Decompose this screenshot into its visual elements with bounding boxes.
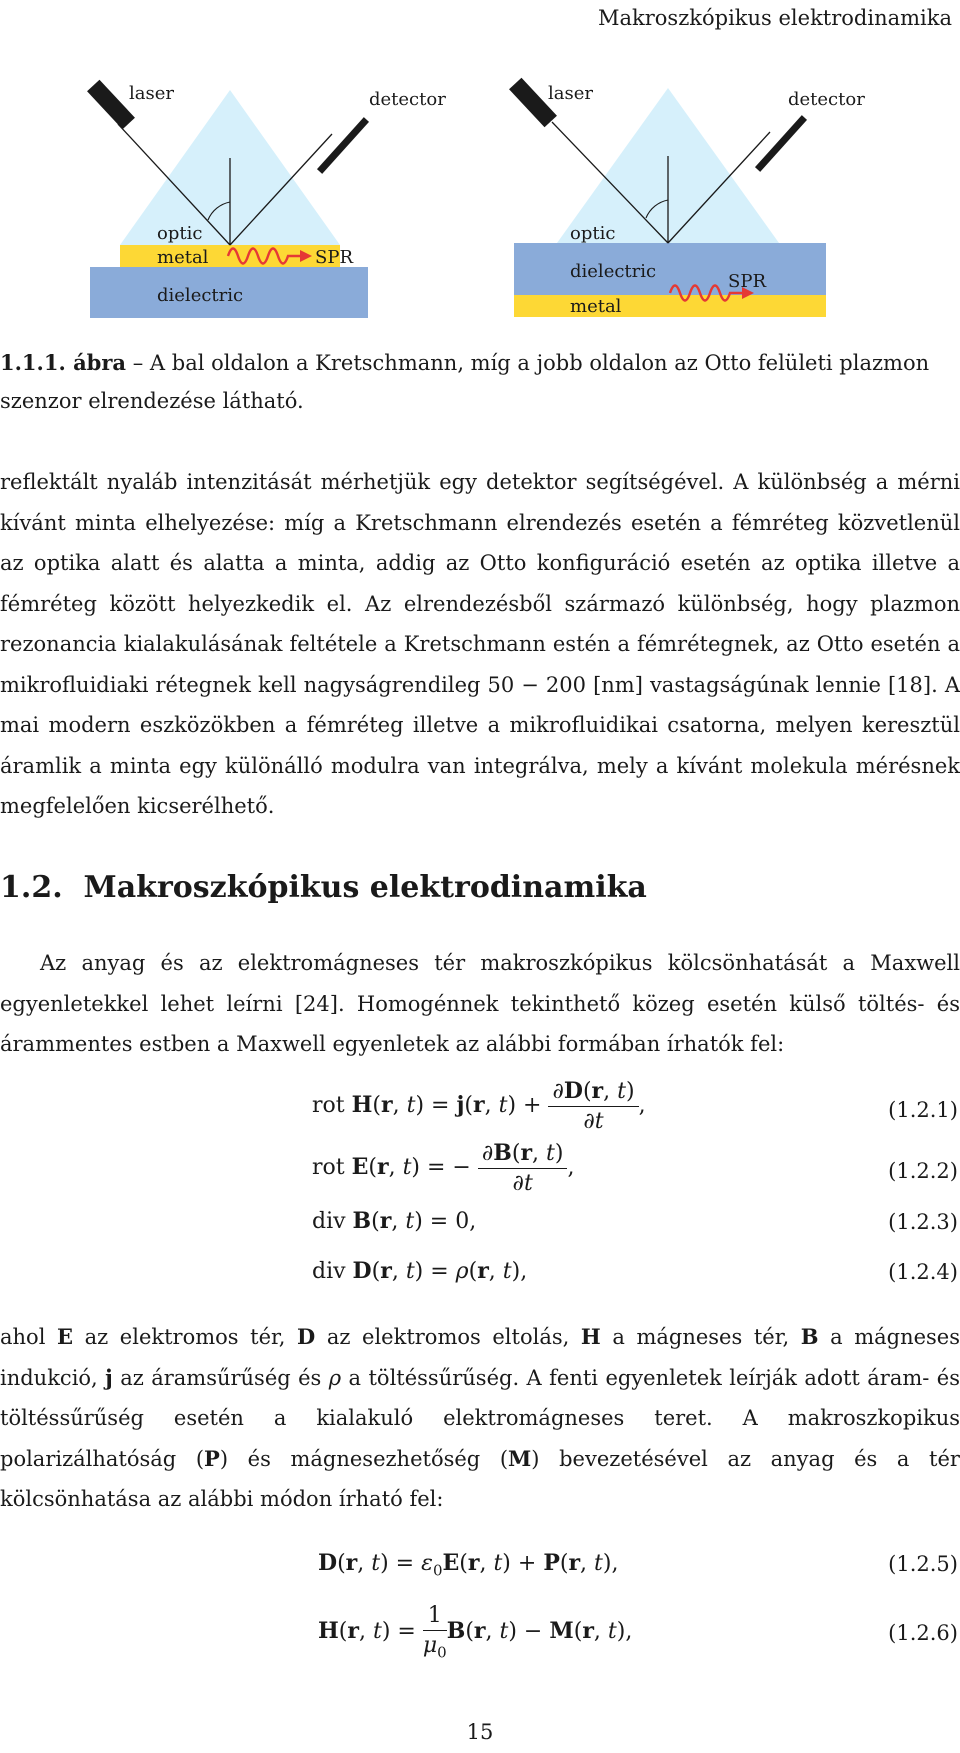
detector-label-left: detector (369, 89, 446, 110)
equation-1-2-4: div D(r, t) = ρ(r, t), (312, 1258, 528, 1284)
equation-number-5: (1.2.5) (888, 1552, 958, 1576)
dielectric-label-right: dielectric (570, 261, 657, 282)
symbol-B: B (800, 1324, 819, 1349)
spr-label-left: SPR (315, 247, 353, 268)
equation-number-2: (1.2.2) (888, 1159, 958, 1183)
metal-label-right: metal (570, 296, 622, 317)
symbol-j: j (105, 1364, 113, 1390)
section-number: 1.2. (0, 870, 63, 905)
p3-text-9: ) bevezetésével az anyag és a tér kölcsönhatása az alábbi módon írható fel: (0, 1446, 960, 1511)
detector-label-right: detector (788, 89, 865, 110)
symbol-M: M (508, 1445, 532, 1471)
p3-text-1: ahol (0, 1325, 58, 1349)
metal-label-left: metal (157, 247, 209, 268)
laser-device-left (87, 80, 135, 130)
optic-label-right: optic (570, 223, 616, 244)
equation-1-2-1: rot H(r, t) = j(r, t) + $\frac{\partial D(r, t)}{\partial t}$ , (312, 1078, 646, 1134)
equation-1-2-3: div B(r, t) = 0, (312, 1208, 477, 1234)
spr-label-right: SPR (728, 271, 766, 292)
section-title: Makroszkópikus elektrodinamika (83, 870, 647, 905)
equation-1-2-5: D(r, $t) = \varepsilon_0E(r$, t) + P(r, t), (318, 1550, 619, 1580)
equation-1-2-2: rot E(r, t) = − $\frac{\partial B(r, t)}{\partial t}$ , (312, 1140, 575, 1196)
optic-label-left: optic (157, 223, 203, 244)
p3-text-5: a mágneses indukció, (0, 1325, 960, 1390)
laser-label-left: laser (129, 83, 174, 104)
figure-caption (0, 344, 960, 420)
caption-label: 1.1.1. ábra (0, 350, 127, 375)
metal-layer-right (514, 295, 826, 317)
equation-number-1: (1.2.1) (888, 1098, 958, 1122)
spr-figure (0, 40, 960, 330)
dielectric-label-left: dielectric (157, 285, 244, 306)
section-heading (0, 870, 647, 905)
p3-text-2: az elektromos tér, (73, 1325, 298, 1349)
p3-text-8: ) és mágnesezhetőség ( (219, 1446, 509, 1471)
symbol-H: H (580, 1324, 601, 1349)
equation-1-2-6: H(r, t) = $\frac{1}{\mu_0}$ B(r, t) − M(r, t), (318, 1603, 633, 1662)
symbol-rho: ρ (328, 1365, 342, 1390)
symbol-E: E (57, 1324, 74, 1349)
otto-diagram (509, 78, 865, 317)
paragraph-1: reflektált nyaláb intenzitását mérhetjük egy detektor segítségével. A különbség a mérni kívánt minta elhelyezése: míg a Kretschmann elrendezés esetén a fémréteg közvetlenül az optika alatt és alatta a minta, addig az Otto konfiguráció esetén az optika illetve a fémréteg között helyezkedik el. Az elrendezésből származó különbség, hogy plazmon rezonancia kialakulásának feltétele a Kretschmann estén a fémrétegnek, az Otto esetén a mikrofluidiaki rétegnek kell nagyságrendileg 50 − 200 [nm] vastagságúnak lennie [18]. A mai modern eszközökben a fémréteg illetve a mikrofluidikai csatorna, melyen keresztül áramlik a minta egy különálló modulra van integrálva, mely a kívánt molekula mérésnek megfelelően kicserélhető. (0, 470, 960, 818)
laser-label-right: laser (548, 83, 593, 104)
paragraph-3 (0, 1317, 960, 1520)
page-number: 15 (466, 1720, 494, 1744)
equation-number-6: (1.2.6) (888, 1621, 958, 1645)
dielectric-layer-right (514, 243, 826, 295)
p3-text-7: a töltéssűrűség. A fenti egyenletek leírják adott áram- és töltéssűrűség esetén a kialakuló elektromágneses teret. A makroszkopikus polarizálhatóság ( (0, 1365, 960, 1471)
detector-device-left (317, 117, 369, 174)
symbol-P: P (204, 1445, 220, 1471)
p3-text-3: az elektromos eltolás, (315, 1325, 581, 1349)
caption-dash: – (126, 351, 150, 375)
kretschmann-diagram (87, 80, 446, 318)
p3-text-6: az áramsűrűség és (112, 1365, 329, 1390)
symbol-D: D (297, 1324, 316, 1349)
running-head: Makroszkópikus elektrodinamika (598, 6, 952, 30)
caption-text: A bal oldalon a Kretschmann, míg a jobb oldalon az Otto felületi plazmon szenzor elrendezése látható. (0, 351, 930, 413)
detector-device-right (755, 115, 807, 172)
equation-number-4: (1.2.4) (888, 1260, 958, 1284)
paragraph-2: Az anyag és az elektromágneses tér makroszkópikus kölcsönhatását a Maxwell egyenletekkel lehet leírni [24]. Homogénnek tekinthető közeg esetén külső töltés- és árammentes estben a Maxwell egyenletek az alábbi formában írhatók fel: (0, 951, 960, 1056)
equation-number-3: (1.2.3) (888, 1210, 958, 1234)
p3-text-4: a mágneses tér, (600, 1325, 801, 1349)
